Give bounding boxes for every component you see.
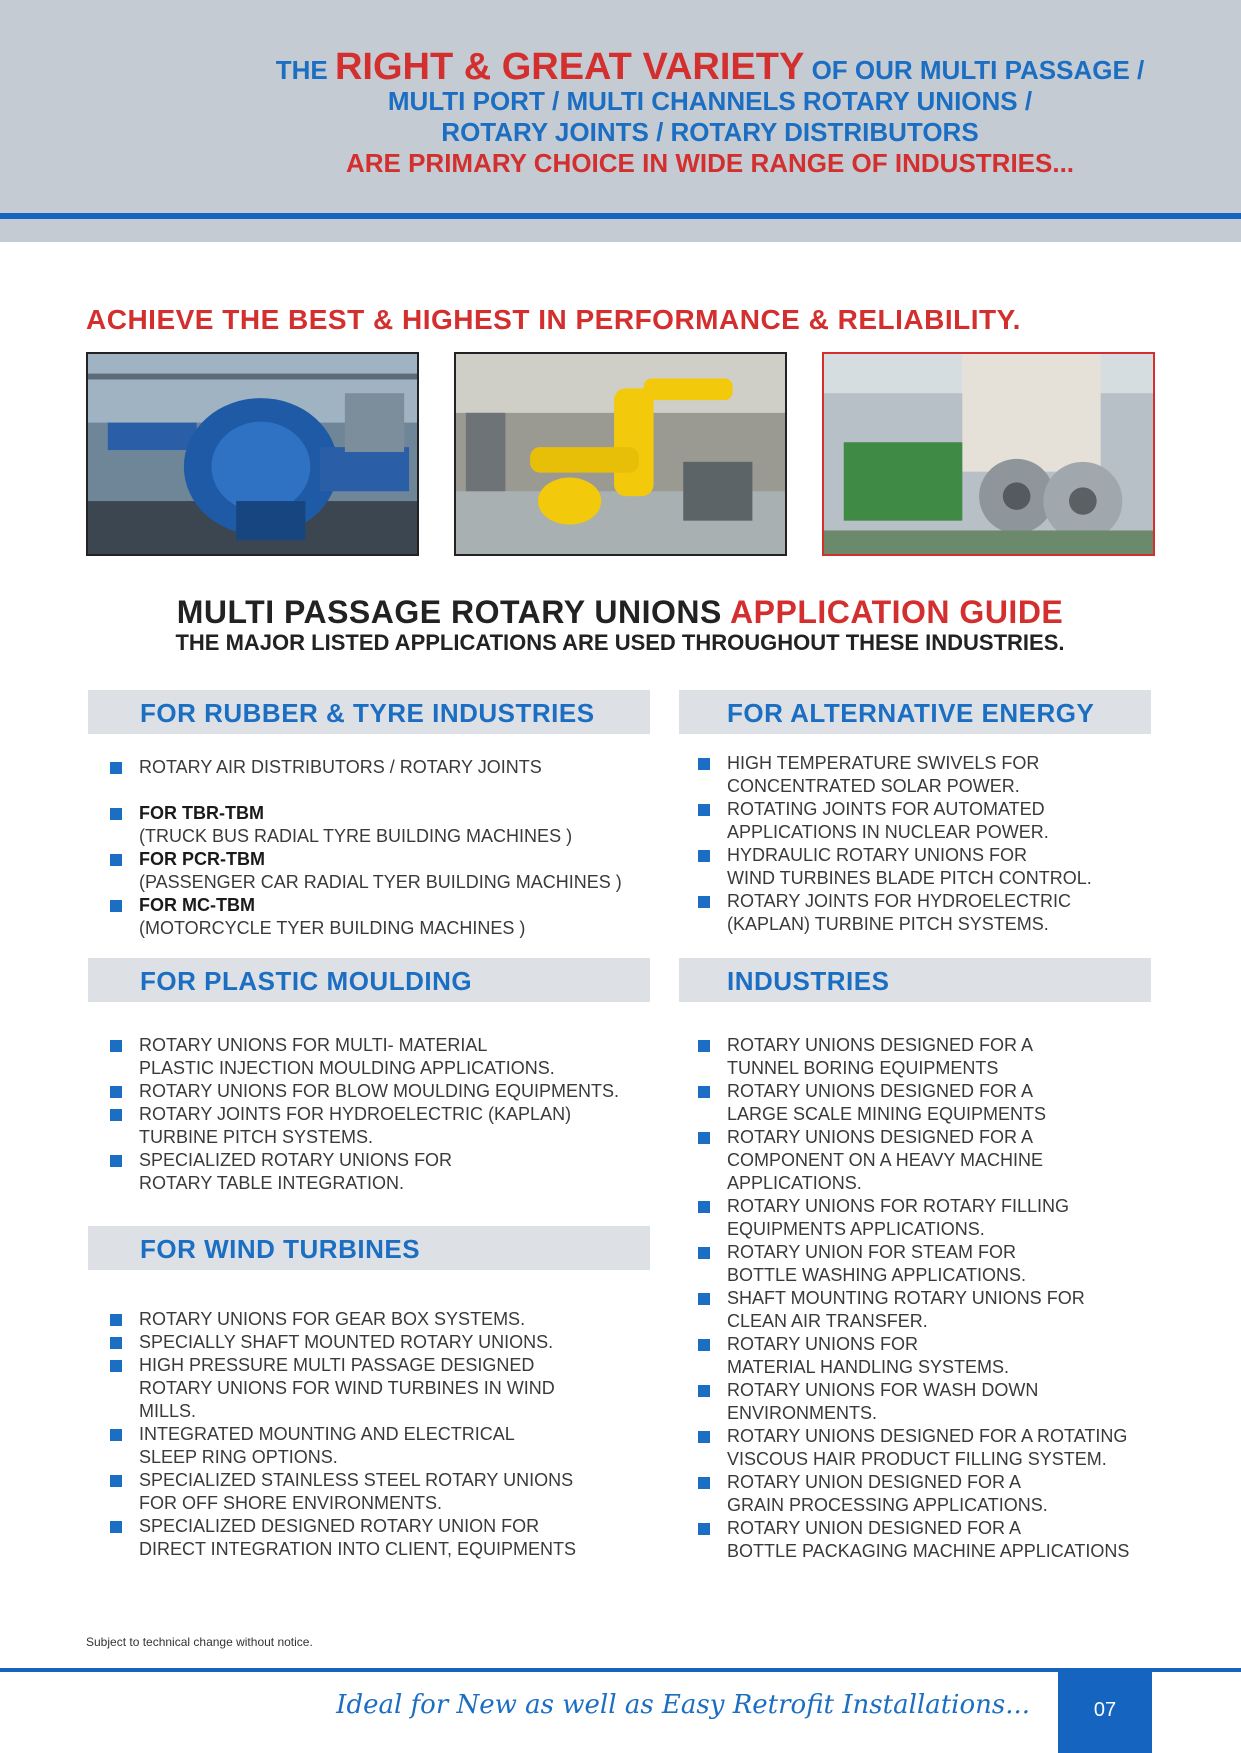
bullet-square-icon xyxy=(698,1431,710,1443)
list-item: ROTARY UNION DESIGNED FOR A BOTTLE PACKAGING MACHINE APPLICATIONS xyxy=(694,1517,1164,1563)
section-header-rubber-tyre xyxy=(88,690,650,734)
list-item: SHAFT MOUNTING ROTARY UNIONS FOR CLEAN AIR TRANSFER. xyxy=(694,1287,1164,1333)
list-item: ROTARY UNIONS FOR ROTARY FILLING EQUIPMENTS APPLICATIONS. xyxy=(694,1195,1164,1241)
bullet-square-icon xyxy=(110,854,122,866)
header-line-1-lead: THE xyxy=(275,55,328,85)
list-item: ROTARY UNIONS FOR WASH DOWN ENVIRONMENTS. xyxy=(694,1379,1164,1425)
header-emphasis: RIGHT & GREAT VARIETY xyxy=(334,46,805,88)
bullet-square-icon xyxy=(110,1155,122,1167)
bullet-square-icon xyxy=(110,1314,122,1326)
disclaimer-note: Subject to technical change without notice. xyxy=(86,1635,313,1649)
section-header-alternative-energy xyxy=(679,690,1151,734)
bullet-square-icon xyxy=(698,1132,710,1144)
header-line-1-tail: OF OUR MULTI PASSAGE / xyxy=(811,55,1145,85)
bullet-square-icon xyxy=(698,1086,710,1098)
header-line-3: ROTARY JOINTS / ROTARY DISTRIBUTORS xyxy=(441,117,979,147)
bullet-square-icon xyxy=(110,1337,122,1349)
steel-coil-mill-photo xyxy=(822,352,1155,556)
header-line-2: MULTI PORT / MULTI CHANNELS ROTARY UNIONS / xyxy=(387,86,1033,116)
list-item: SPECIALIZED STAINLESS STEEL ROTARY UNIONS FOR OFF SHORE ENVIRONMENTS. xyxy=(106,1469,666,1515)
alternative-energy-list xyxy=(694,752,1164,936)
list-item: ROTARY UNIONS DESIGNED FOR A TUNNEL BORING EQUIPMENTS xyxy=(694,1034,1164,1080)
list-item: SPECIALIZED ROTARY UNIONS FOR ROTARY TABLE INTEGRATION. xyxy=(106,1149,666,1195)
list-item: SPECIALLY SHAFT MOUNTED ROTARY UNIONS. xyxy=(106,1331,666,1354)
industries-list xyxy=(694,1034,1164,1563)
performance-headline: ACHIEVE THE BEST & HIGHEST IN PERFORMANCE & RELIABILITY. xyxy=(86,304,1021,335)
bullet-square-icon xyxy=(110,1109,122,1121)
list-item: ROTARY UNIONS FOR BLOW MOULDING EQUIPMENTS. xyxy=(106,1080,666,1103)
list-item: ROTARY UNIONS DESIGNED FOR A COMPONENT ON A HEAVY MACHINE APPLICATIONS. xyxy=(694,1126,1164,1195)
guide-title-main: MULTI PASSAGE ROTARY UNIONS xyxy=(176,594,722,630)
bullet-square-icon xyxy=(110,1475,122,1487)
industrial-machine-photo xyxy=(86,352,419,556)
list-item: HIGH PRESSURE MULTI PASSAGE DESIGNED ROTARY UNIONS FOR WIND TURBINES IN WIND MILLS. xyxy=(106,1354,666,1423)
wind-turbines-list xyxy=(106,1308,666,1561)
bullet-square-icon xyxy=(698,1339,710,1351)
bullet-square-icon xyxy=(110,1521,122,1533)
bullet-square-icon xyxy=(110,808,122,820)
application-guide-subtitle: THE MAJOR LISTED APPLICATIONS ARE USED THROUGHOUT THESE INDUSTRIES. xyxy=(175,630,1065,655)
header-statement xyxy=(230,46,1190,179)
bullet-square-icon xyxy=(110,1360,122,1372)
bullet-square-icon xyxy=(110,762,122,774)
header-line-4: ARE PRIMARY CHOICE IN WIDE RANGE OF INDUSTRIES... xyxy=(345,148,1075,178)
plastic-moulding-list xyxy=(106,1034,666,1195)
header-line-1 xyxy=(230,46,1190,88)
footer-divider xyxy=(0,1668,1241,1672)
robot-arm-photo xyxy=(454,352,787,556)
list-item: ROTARY AIR DISTRIBUTORS / ROTARY JOINTS xyxy=(106,756,666,779)
bullet-square-icon xyxy=(110,1040,122,1052)
header-divider xyxy=(0,213,1241,219)
list-item: ROTARY UNIONS DESIGNED FOR A ROTATING VISCOUS HAIR PRODUCT FILLING SYSTEM. xyxy=(694,1425,1164,1471)
bullet-square-icon xyxy=(110,1086,122,1098)
bullet-square-icon xyxy=(698,804,710,816)
bullet-square-icon xyxy=(698,1523,710,1535)
section-header-plastic-moulding xyxy=(88,958,650,1002)
list-item: ROTATING JOINTS FOR AUTOMATED APPLICATIONS IN NUCLEAR POWER. xyxy=(694,798,1164,844)
bullet-square-icon xyxy=(698,1477,710,1489)
list-item: ROTARY UNIONS DESIGNED FOR A LARGE SCALE MINING EQUIPMENTS xyxy=(694,1080,1164,1126)
page-number: 07 xyxy=(1058,1672,1152,1753)
bullet-square-icon xyxy=(698,1040,710,1052)
list-item: ROTARY UNION DESIGNED FOR A GRAIN PROCESSING APPLICATIONS. xyxy=(694,1471,1164,1517)
section-title: INDUSTRIES xyxy=(727,966,890,996)
bullet-square-icon xyxy=(698,850,710,862)
bullet-square-icon xyxy=(698,758,710,770)
list-item: INTEGRATED MOUNTING AND ELECTRICAL SLEEP RING OPTIONS. xyxy=(106,1423,666,1469)
section-title: FOR RUBBER & TYRE INDUSTRIES xyxy=(140,698,595,728)
footer-tagline: Ideal for New as well as Easy Retrofit Installations... xyxy=(336,1690,1030,1720)
bullet-square-icon xyxy=(698,1293,710,1305)
section-header-industries xyxy=(679,958,1151,1002)
list-item: ROTARY UNION FOR STEAM FOR BOTTLE WASHING APPLICATIONS. xyxy=(694,1241,1164,1287)
list-item: ROTARY UNIONS FOR GEAR BOX SYSTEMS. xyxy=(106,1308,666,1331)
list-item: ROTARY JOINTS FOR HYDROELECTRIC (KAPLAN) TURBINE PITCH SYSTEMS. xyxy=(106,1103,666,1149)
list-item: HIGH TEMPERATURE SWIVELS FOR CONCENTRATED SOLAR POWER. xyxy=(694,752,1164,798)
bullet-square-icon xyxy=(110,1429,122,1441)
list-item: ROTARY JOINTS FOR HYDROELECTRIC (KAPLAN) TURBINE PITCH SYSTEMS. xyxy=(694,890,1164,936)
list-item: FOR TBR-TBM (TRUCK BUS RADIAL TYRE BUILDING MACHINES ) xyxy=(106,802,666,848)
application-guide-title xyxy=(86,594,1154,631)
list-item: ROTARY UNIONS FOR MATERIAL HANDLING SYSTEMS. xyxy=(694,1333,1164,1379)
bullet-square-icon xyxy=(698,1201,710,1213)
list-item: ROTARY UNIONS FOR MULTI- MATERIAL PLASTIC INJECTION MOULDING APPLICATIONS. xyxy=(106,1034,666,1080)
list-item: FOR PCR-TBM (PASSENGER CAR RADIAL TYER BUILDING MACHINES ) xyxy=(106,848,666,894)
rubber-tyre-list xyxy=(106,756,666,940)
guide-title-accent: APPLICATION GUIDE xyxy=(730,594,1064,630)
bullet-square-icon xyxy=(110,900,122,912)
list-item: HYDRAULIC ROTARY UNIONS FOR WIND TURBINES BLADE PITCH CONTROL. xyxy=(694,844,1164,890)
section-header-wind-turbines xyxy=(88,1226,650,1270)
list-item: SPECIALIZED DESIGNED ROTARY UNION FOR DIRECT INTEGRATION INTO CLIENT, EQUIPMENTS xyxy=(106,1515,666,1561)
section-title: FOR ALTERNATIVE ENERGY xyxy=(727,698,1095,728)
bullet-square-icon xyxy=(698,1385,710,1397)
bullet-square-icon xyxy=(698,1247,710,1259)
list-item: FOR MC-TBM (MOTORCYCLE TYER BUILDING MACHINES ) xyxy=(106,894,666,940)
bullet-square-icon xyxy=(698,896,710,908)
section-title: FOR PLASTIC MOULDING xyxy=(140,966,473,996)
section-title: FOR WIND TURBINES xyxy=(140,1234,421,1264)
